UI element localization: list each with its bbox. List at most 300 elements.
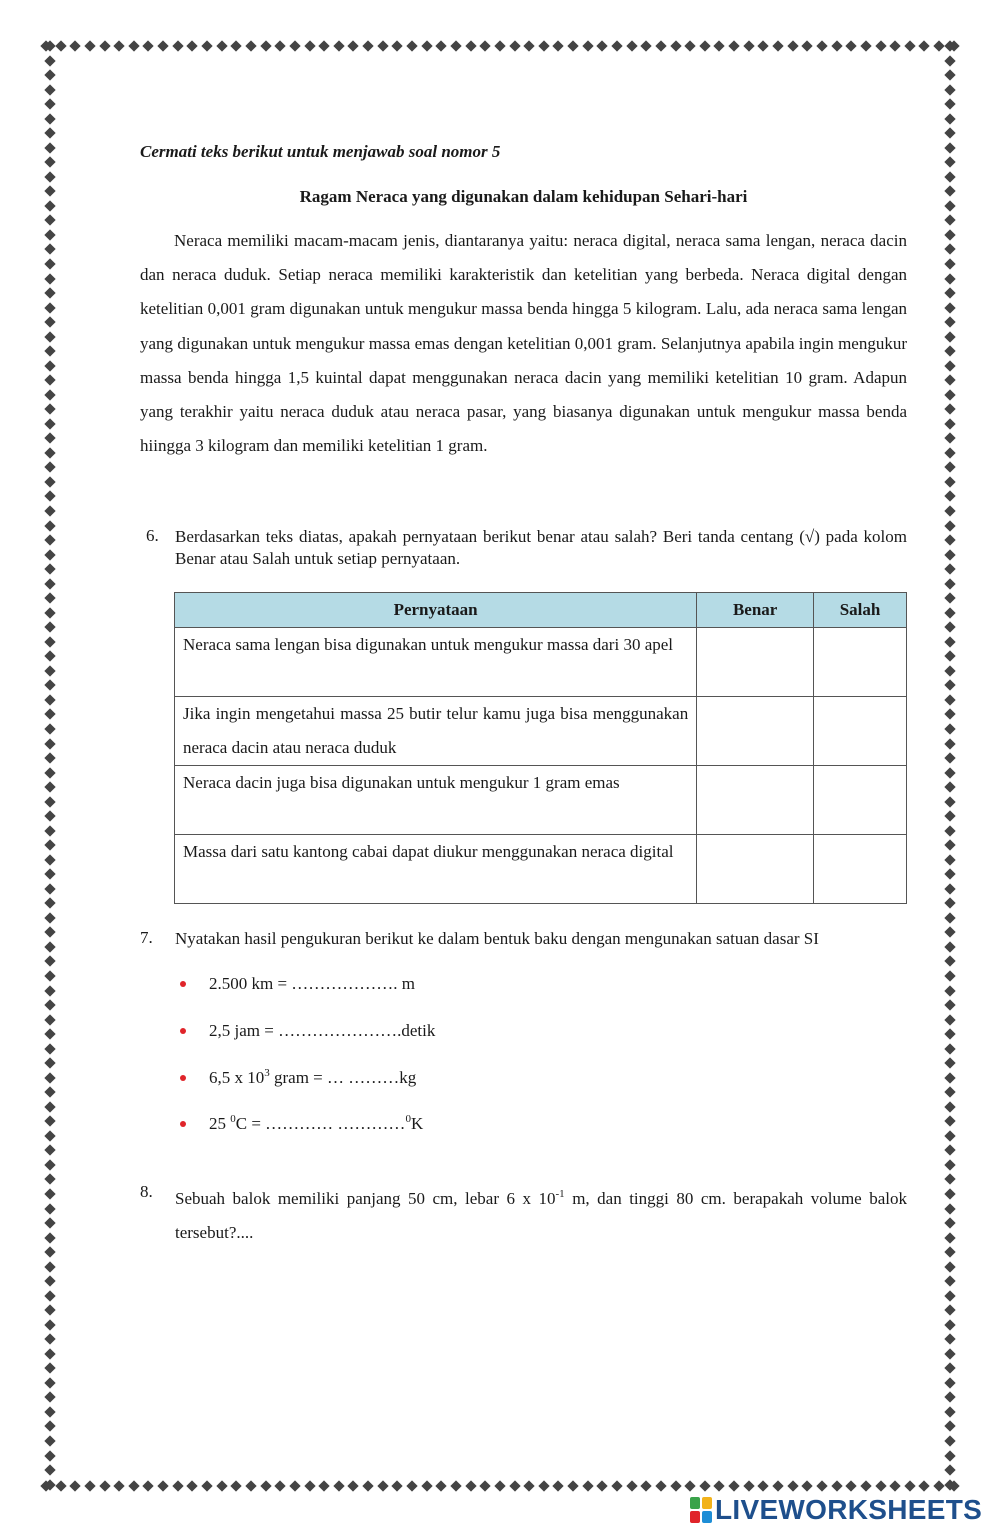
border-diamond bbox=[406, 40, 417, 51]
border-diamond bbox=[889, 40, 900, 51]
border-diamond bbox=[875, 1480, 886, 1491]
border-diamond bbox=[44, 491, 55, 502]
border-diamond bbox=[44, 651, 55, 662]
border-diamond bbox=[44, 1145, 55, 1156]
border-diamond bbox=[84, 40, 95, 51]
border-diamond bbox=[44, 1435, 55, 1446]
border-diamond bbox=[44, 956, 55, 967]
benar-cell[interactable] bbox=[697, 697, 814, 766]
border-diamond bbox=[44, 840, 55, 851]
border-diamond bbox=[728, 40, 739, 51]
border-diamond bbox=[553, 1480, 564, 1491]
border-diamond bbox=[944, 520, 955, 531]
border-diamond bbox=[944, 113, 955, 124]
border-diamond bbox=[944, 1014, 955, 1025]
border-diamond bbox=[944, 186, 955, 197]
salah-cell[interactable] bbox=[814, 835, 907, 904]
border-diamond bbox=[582, 40, 593, 51]
border-diamond bbox=[944, 549, 955, 560]
border-diamond bbox=[944, 69, 955, 80]
border-diamond bbox=[44, 462, 55, 473]
border-diamond bbox=[114, 1480, 125, 1491]
border-diamond bbox=[44, 244, 55, 255]
border-diamond bbox=[44, 1275, 55, 1286]
border-diamond bbox=[172, 40, 183, 51]
border-diamond bbox=[944, 840, 955, 851]
border-diamond bbox=[44, 1232, 55, 1243]
border-diamond bbox=[944, 825, 955, 836]
border-diamond bbox=[670, 40, 681, 51]
border-diamond bbox=[245, 40, 256, 51]
border-diamond bbox=[944, 941, 955, 952]
border-right bbox=[942, 42, 958, 1490]
border-diamond bbox=[44, 1290, 55, 1301]
border-diamond bbox=[944, 563, 955, 574]
border-diamond bbox=[944, 215, 955, 226]
border-diamond bbox=[201, 40, 212, 51]
table-row bbox=[175, 697, 907, 766]
border-diamond bbox=[699, 1480, 710, 1491]
border-diamond bbox=[567, 40, 578, 51]
border-diamond bbox=[944, 142, 955, 153]
border-diamond bbox=[157, 40, 168, 51]
border-diamond bbox=[44, 157, 55, 168]
border-diamond bbox=[362, 40, 373, 51]
border-diamond bbox=[44, 1348, 55, 1359]
border-diamond bbox=[944, 171, 955, 182]
border-diamond bbox=[44, 229, 55, 240]
border-diamond bbox=[44, 636, 55, 647]
border-diamond bbox=[944, 200, 955, 211]
border-diamond bbox=[944, 1058, 955, 1069]
border-diamond bbox=[377, 40, 388, 51]
border-diamond bbox=[44, 128, 55, 139]
border-diamond bbox=[44, 447, 55, 458]
statement-cell: Neraca dacin juga bisa digunakan untuk mengukur 1 gram emas bbox=[175, 766, 697, 835]
border-diamond bbox=[944, 1174, 955, 1185]
border-diamond bbox=[84, 1480, 95, 1491]
border-diamond bbox=[260, 40, 271, 51]
border-diamond bbox=[44, 970, 55, 981]
border-diamond bbox=[944, 723, 955, 734]
border-diamond bbox=[450, 40, 461, 51]
salah-cell[interactable] bbox=[814, 628, 907, 697]
border-diamond bbox=[944, 767, 955, 778]
border-diamond bbox=[44, 404, 55, 415]
border-diamond bbox=[944, 1232, 955, 1243]
border-diamond bbox=[567, 1480, 578, 1491]
border-diamond bbox=[44, 1305, 55, 1316]
border-diamond bbox=[44, 1203, 55, 1214]
border-diamond bbox=[44, 1246, 55, 1257]
border-diamond bbox=[509, 1480, 520, 1491]
border-diamond bbox=[44, 40, 55, 51]
border-diamond bbox=[944, 709, 955, 720]
border-diamond bbox=[275, 40, 286, 51]
border-diamond bbox=[919, 1480, 930, 1491]
statement-table bbox=[174, 592, 907, 904]
border-diamond bbox=[944, 1246, 955, 1257]
border-diamond bbox=[846, 40, 857, 51]
border-diamond bbox=[944, 1159, 955, 1170]
border-diamond bbox=[787, 1480, 798, 1491]
border-diamond bbox=[553, 40, 564, 51]
border-diamond bbox=[944, 1217, 955, 1228]
border-diamond bbox=[509, 40, 520, 51]
border-diamond bbox=[944, 1464, 955, 1475]
border-diamond bbox=[714, 40, 725, 51]
border-diamond bbox=[944, 1087, 955, 1098]
border-diamond bbox=[944, 157, 955, 168]
border-diamond bbox=[465, 40, 476, 51]
border-diamond bbox=[944, 956, 955, 967]
q8-number: 8. bbox=[140, 1182, 153, 1201]
border-diamond bbox=[44, 200, 55, 211]
passage-title: Ragam Neraca yang digunakan dalam kehidupan Sehari-hari bbox=[299, 187, 748, 206]
border-diamond bbox=[44, 1174, 55, 1185]
logo-square bbox=[690, 1497, 700, 1509]
border-diamond bbox=[944, 1130, 955, 1141]
border-diamond bbox=[128, 1480, 139, 1491]
border-diamond bbox=[44, 694, 55, 705]
border-bottom bbox=[42, 1478, 958, 1494]
border-diamond bbox=[944, 970, 955, 981]
border-diamond bbox=[944, 752, 955, 763]
border-diamond bbox=[494, 40, 505, 51]
q6-text: Berdasarkan teks diatas, apakah pernyataan berikut benar atau salah? Beri tanda centang (√) pada kolom Benar atau Salah untuk setiap pernyataan. bbox=[175, 527, 907, 568]
border-diamond bbox=[99, 40, 110, 51]
border-diamond bbox=[831, 40, 842, 51]
border-diamond bbox=[44, 796, 55, 807]
border-left bbox=[42, 42, 58, 1490]
border-diamond bbox=[480, 40, 491, 51]
border-diamond bbox=[44, 316, 55, 327]
border-diamond bbox=[44, 723, 55, 734]
border-diamond bbox=[44, 999, 55, 1010]
border-diamond bbox=[421, 40, 432, 51]
border-diamond bbox=[377, 1480, 388, 1491]
border-diamond bbox=[758, 1480, 769, 1491]
border-diamond bbox=[44, 84, 55, 95]
border-diamond bbox=[538, 40, 549, 51]
border-diamond bbox=[802, 1480, 813, 1491]
border-diamond bbox=[44, 389, 55, 400]
border-diamond bbox=[875, 40, 886, 51]
border-diamond bbox=[44, 142, 55, 153]
border-diamond bbox=[44, 1028, 55, 1039]
logo-square bbox=[702, 1497, 712, 1509]
border-diamond bbox=[275, 1480, 286, 1491]
border-diamond bbox=[44, 1319, 55, 1330]
border-diamond bbox=[944, 389, 955, 400]
border-diamond bbox=[157, 1480, 168, 1491]
border-diamond bbox=[944, 1421, 955, 1432]
border-diamond bbox=[944, 1319, 955, 1330]
benar-cell[interactable] bbox=[697, 766, 814, 835]
border-diamond bbox=[44, 273, 55, 284]
border-diamond bbox=[319, 40, 330, 51]
border-diamond bbox=[944, 796, 955, 807]
border-diamond bbox=[44, 1043, 55, 1054]
border-diamond bbox=[392, 1480, 403, 1491]
border-diamond bbox=[143, 1480, 154, 1491]
border-diamond bbox=[944, 273, 955, 284]
border-diamond bbox=[304, 1480, 315, 1491]
border-diamond bbox=[944, 360, 955, 371]
border-diamond bbox=[44, 898, 55, 909]
border-diamond bbox=[944, 1392, 955, 1403]
border-diamond bbox=[944, 1072, 955, 1083]
border-diamond bbox=[348, 40, 359, 51]
border-diamond bbox=[860, 40, 871, 51]
border-diamond bbox=[44, 810, 55, 821]
border-diamond bbox=[944, 1435, 955, 1446]
border-diamond bbox=[44, 927, 55, 938]
border-diamond bbox=[772, 40, 783, 51]
bullet-icon bbox=[180, 1121, 186, 1127]
border-diamond bbox=[772, 1480, 783, 1491]
border-diamond bbox=[44, 825, 55, 836]
border-diamond bbox=[626, 1480, 637, 1491]
border-diamond bbox=[538, 1480, 549, 1491]
instruction: Cermati teks berikut untuk menjawab soal nomor 5 bbox=[140, 142, 501, 161]
border-top bbox=[42, 38, 958, 54]
border-diamond bbox=[846, 1480, 857, 1491]
border-diamond bbox=[944, 244, 955, 255]
border-diamond bbox=[44, 360, 55, 371]
border-diamond bbox=[44, 1406, 55, 1417]
border-diamond bbox=[44, 1450, 55, 1461]
border-diamond bbox=[44, 1392, 55, 1403]
border-diamond bbox=[944, 999, 955, 1010]
border-diamond bbox=[44, 375, 55, 386]
border-diamond bbox=[44, 1058, 55, 1069]
border-diamond bbox=[44, 1130, 55, 1141]
border-diamond bbox=[44, 1101, 55, 1112]
border-diamond bbox=[44, 985, 55, 996]
border-diamond bbox=[44, 1014, 55, 1025]
border-diamond bbox=[944, 331, 955, 342]
border-diamond bbox=[494, 1480, 505, 1491]
bullet-icon bbox=[180, 1075, 186, 1081]
border-diamond bbox=[944, 927, 955, 938]
border-diamond bbox=[641, 1480, 652, 1491]
border-diamond bbox=[802, 40, 813, 51]
border-diamond bbox=[143, 40, 154, 51]
border-diamond bbox=[944, 433, 955, 444]
border-diamond bbox=[44, 1464, 55, 1475]
passage-body: Neraca memiliki macam-macam jenis, diantaranya yaitu: neraca digital, neraca sama lengan, neraca dacin dan neraca duduk. Setiap neraca memiliki karakteristik dan ketelitian yang berbeda. Neraca digital dengan ketelitian 0,001 gram digunakan untuk mengukur massa benda hingga 5 kilogram. Lalu, ada neraca sama lengan yang digunakan untuk mengukur massa emas dengan ketelitian 0,001 gram. Selanjutnya apabila ingin mengukur massa benda hingga 1,5 kuintal dapat menggunakan neraca dacin yang memiliki ketelitian 10 gram. Adapun yang terakhir yaitu neraca duduk atau neraca pasar, yang biasanya digunakan untuk mengukur massa benda hiingga 3 kilogram dan memiliki ketelitian 1 gram. bbox=[140, 231, 907, 456]
border-diamond bbox=[904, 40, 915, 51]
border-diamond bbox=[944, 651, 955, 662]
border-diamond bbox=[44, 1217, 55, 1228]
border-diamond bbox=[187, 1480, 198, 1491]
border-diamond bbox=[944, 316, 955, 327]
border-diamond bbox=[685, 40, 696, 51]
border-diamond bbox=[44, 418, 55, 429]
bullet-icon bbox=[180, 1028, 186, 1034]
q7-number: 7. bbox=[140, 928, 153, 947]
border-diamond bbox=[944, 578, 955, 589]
border-diamond bbox=[44, 578, 55, 589]
border-diamond bbox=[44, 302, 55, 313]
statement-cell: Massa dari satu kantong cabai dapat diukur menggunakan neraca digital bbox=[175, 835, 697, 904]
border-diamond bbox=[944, 607, 955, 618]
border-diamond bbox=[70, 40, 81, 51]
border-diamond bbox=[44, 98, 55, 109]
border-diamond bbox=[231, 40, 242, 51]
border-diamond bbox=[289, 40, 300, 51]
border-diamond bbox=[944, 1261, 955, 1272]
border-diamond bbox=[44, 1334, 55, 1345]
border-diamond bbox=[655, 1480, 666, 1491]
border-diamond bbox=[44, 1421, 55, 1432]
border-diamond bbox=[944, 1043, 955, 1054]
border-diamond bbox=[944, 98, 955, 109]
border-diamond bbox=[944, 302, 955, 313]
table-row bbox=[175, 766, 907, 835]
border-diamond bbox=[714, 1480, 725, 1491]
border-diamond bbox=[944, 985, 955, 996]
logo-text: LIVEWORKSHEETS bbox=[715, 1494, 983, 1525]
border-diamond bbox=[114, 40, 125, 51]
border-diamond bbox=[944, 229, 955, 240]
border-diamond bbox=[944, 491, 955, 502]
border-diamond bbox=[944, 404, 955, 415]
border-diamond bbox=[944, 622, 955, 633]
border-diamond bbox=[333, 1480, 344, 1491]
border-diamond bbox=[333, 40, 344, 51]
border-diamond bbox=[944, 84, 955, 95]
table-row bbox=[175, 835, 907, 904]
border-diamond bbox=[944, 1028, 955, 1039]
border-diamond bbox=[944, 534, 955, 545]
border-diamond bbox=[44, 1363, 55, 1374]
border-diamond bbox=[743, 1480, 754, 1491]
border-diamond bbox=[944, 694, 955, 705]
q8-text: Sebuah balok memiliki panjang 50 cm, lebar 6 x $10^{-1}$ m, dan tinggi 80 cm. berapakah volume balok tersebut?.... bbox=[175, 1188, 907, 1242]
border-diamond bbox=[944, 738, 955, 749]
border-diamond bbox=[944, 1334, 955, 1345]
border-diamond bbox=[44, 767, 55, 778]
border-diamond bbox=[245, 1480, 256, 1491]
table-header-row bbox=[175, 593, 907, 628]
border-diamond bbox=[944, 287, 955, 298]
border-diamond bbox=[944, 593, 955, 604]
border-diamond bbox=[944, 636, 955, 647]
border-diamond bbox=[944, 55, 955, 66]
benar-cell[interactable] bbox=[697, 628, 814, 697]
border-diamond bbox=[582, 1480, 593, 1491]
border-diamond bbox=[44, 215, 55, 226]
border-diamond bbox=[216, 40, 227, 51]
border-diamond bbox=[611, 1480, 622, 1491]
border-diamond bbox=[201, 1480, 212, 1491]
border-diamond bbox=[392, 40, 403, 51]
border-diamond bbox=[44, 781, 55, 792]
border-diamond bbox=[44, 258, 55, 269]
border-diamond bbox=[944, 1290, 955, 1301]
border-diamond bbox=[860, 1480, 871, 1491]
border-diamond bbox=[44, 665, 55, 676]
border-diamond bbox=[172, 1480, 183, 1491]
border-diamond bbox=[44, 869, 55, 880]
border-diamond bbox=[919, 40, 930, 51]
border-diamond bbox=[944, 869, 955, 880]
border-diamond bbox=[44, 505, 55, 516]
border-diamond bbox=[348, 1480, 359, 1491]
border-diamond bbox=[44, 883, 55, 894]
border-diamond bbox=[44, 433, 55, 444]
border-diamond bbox=[904, 1480, 915, 1491]
border-diamond bbox=[450, 1480, 461, 1491]
border-diamond bbox=[944, 1305, 955, 1316]
border-diamond bbox=[44, 1377, 55, 1388]
benar-cell[interactable] bbox=[697, 835, 814, 904]
border-diamond bbox=[944, 258, 955, 269]
border-diamond bbox=[44, 69, 55, 80]
border-diamond bbox=[641, 40, 652, 51]
border-diamond bbox=[44, 593, 55, 604]
q7-item-text: 6,5 x $10^3$ gram = … ………kg bbox=[209, 1067, 417, 1087]
border-diamond bbox=[44, 476, 55, 487]
border-diamond bbox=[889, 1480, 900, 1491]
border-diamond bbox=[816, 40, 827, 51]
border-diamond bbox=[44, 1159, 55, 1170]
salah-cell[interactable] bbox=[814, 766, 907, 835]
border-diamond bbox=[626, 40, 637, 51]
logo-icon bbox=[690, 1497, 712, 1523]
border-diamond bbox=[44, 549, 55, 560]
border-diamond bbox=[523, 1480, 534, 1491]
border-diamond bbox=[304, 40, 315, 51]
border-diamond bbox=[44, 287, 55, 298]
border-diamond bbox=[44, 752, 55, 763]
header-pernyataan: Pernyataan bbox=[175, 593, 697, 628]
border-diamond bbox=[436, 1480, 447, 1491]
salah-cell[interactable] bbox=[814, 697, 907, 766]
border-diamond bbox=[944, 1406, 955, 1417]
border-diamond bbox=[319, 1480, 330, 1491]
bullet-icon bbox=[180, 981, 186, 987]
border-diamond bbox=[128, 40, 139, 51]
border-diamond bbox=[44, 912, 55, 923]
border-diamond bbox=[685, 1480, 696, 1491]
statement-cell: Neraca sama lengan bisa digunakan untuk mengukur massa dari 30 apel bbox=[175, 628, 697, 697]
border-diamond bbox=[44, 186, 55, 197]
border-diamond bbox=[465, 1480, 476, 1491]
border-diamond bbox=[944, 1479, 955, 1490]
border-diamond bbox=[944, 40, 955, 51]
border-diamond bbox=[70, 1480, 81, 1491]
border-diamond bbox=[944, 418, 955, 429]
border-diamond bbox=[362, 1480, 373, 1491]
border-diamond bbox=[655, 40, 666, 51]
border-diamond bbox=[944, 476, 955, 487]
border-diamond bbox=[944, 1377, 955, 1388]
border-diamond bbox=[944, 345, 955, 356]
border-diamond bbox=[944, 883, 955, 894]
border-diamond bbox=[44, 1072, 55, 1083]
border-diamond bbox=[944, 462, 955, 473]
border-diamond bbox=[758, 40, 769, 51]
border-diamond bbox=[44, 534, 55, 545]
liveworksheets-logo[interactable] bbox=[690, 1494, 982, 1526]
border-diamond bbox=[611, 40, 622, 51]
border-diamond bbox=[44, 941, 55, 952]
border-diamond bbox=[597, 1480, 608, 1491]
border-diamond bbox=[44, 1087, 55, 1098]
